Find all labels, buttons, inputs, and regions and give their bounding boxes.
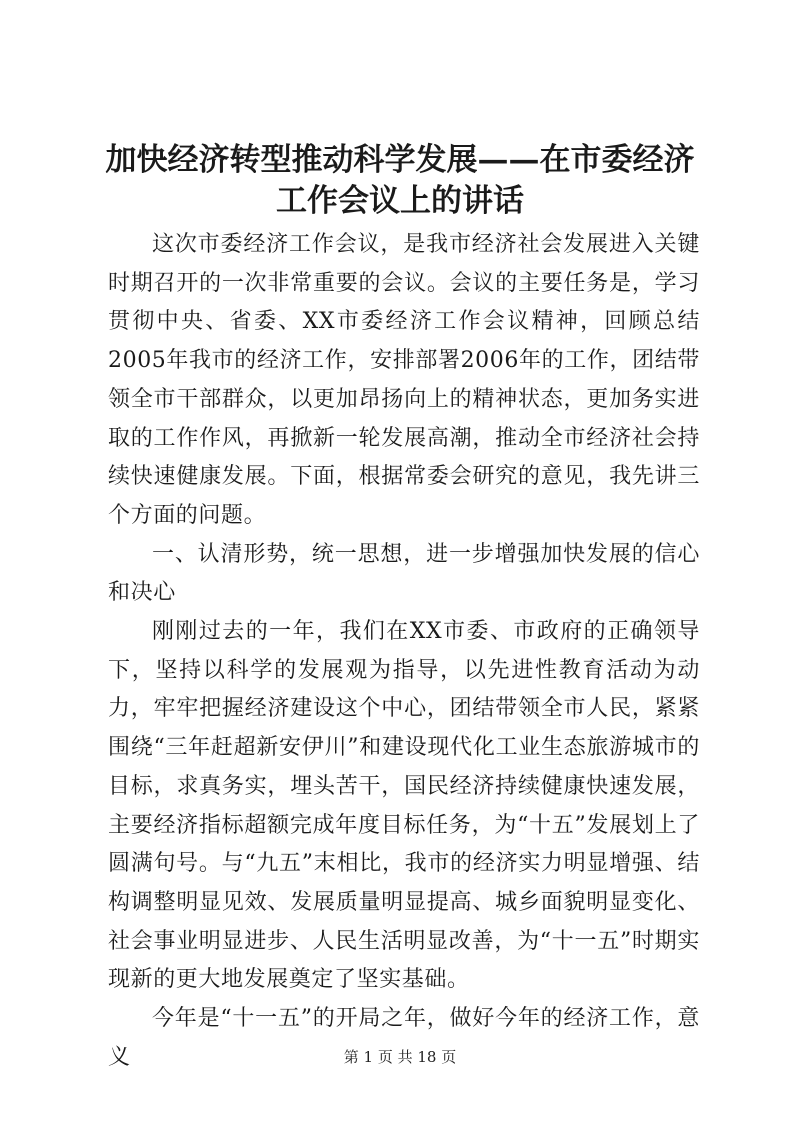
paragraph-this-year: 今年是“十一五”的开局之年，做好今年的经济工作，意义 bbox=[108, 1006, 700, 1070]
paragraph-review: 刚刚过去的一年，我们在XX市委、市政府的正确领导下，坚持以科学的发展观为指导，以先进性教育活动为动力，牢牢把握经济建设这个中心，团结带领全市人民，紧紧围绕“三年赶超新安伊川”和建设现代化工业生态旅游城市的目标，求真务实，埋头苦干，国民经济持续健康快速发展，主要经济指标超额完成年度目标任务，为“十五”发展划上了圆满句号。与“九五”末相比，我市的经济实力明显增强、结构调整明显见效、发展质量明显提高、城乡面貌明显变化、社会事业明显进步、人民生活明显改善，为“十一五”时期实现新的更大地发展奠定了坚实基础。 bbox=[108, 619, 700, 993]
page-number: 第 1 页 共 18 页 bbox=[343, 1048, 457, 1066]
document-body bbox=[108, 226, 700, 1077]
document-title: 加快经济转型推动科学发展——在市委经济工作会议上的讲话 bbox=[105, 142, 695, 219]
section-heading-1: 一、认清形势，统一思想，进一步增强加快发展的信心和决心 bbox=[108, 541, 700, 606]
paragraph-intro: 这次市委经济工作会议，是我市经济社会发展进入关键时期召开的一次非常重要的会议。会议的主要任务是，学习贯彻中央、省委、XX市委经济工作会议精神，回顾总结2005年我市的经济工作，安排部署2006年的工作，团结带领全市干部群众，以更加昂扬向上的精神状态，更加务实进取的工作作风，再掀新一轮发展高潮，推动全市经济社会持续快速健康发展。下面，根据常委会研究的意见，我先讲三个方面的问题。 bbox=[108, 232, 700, 528]
